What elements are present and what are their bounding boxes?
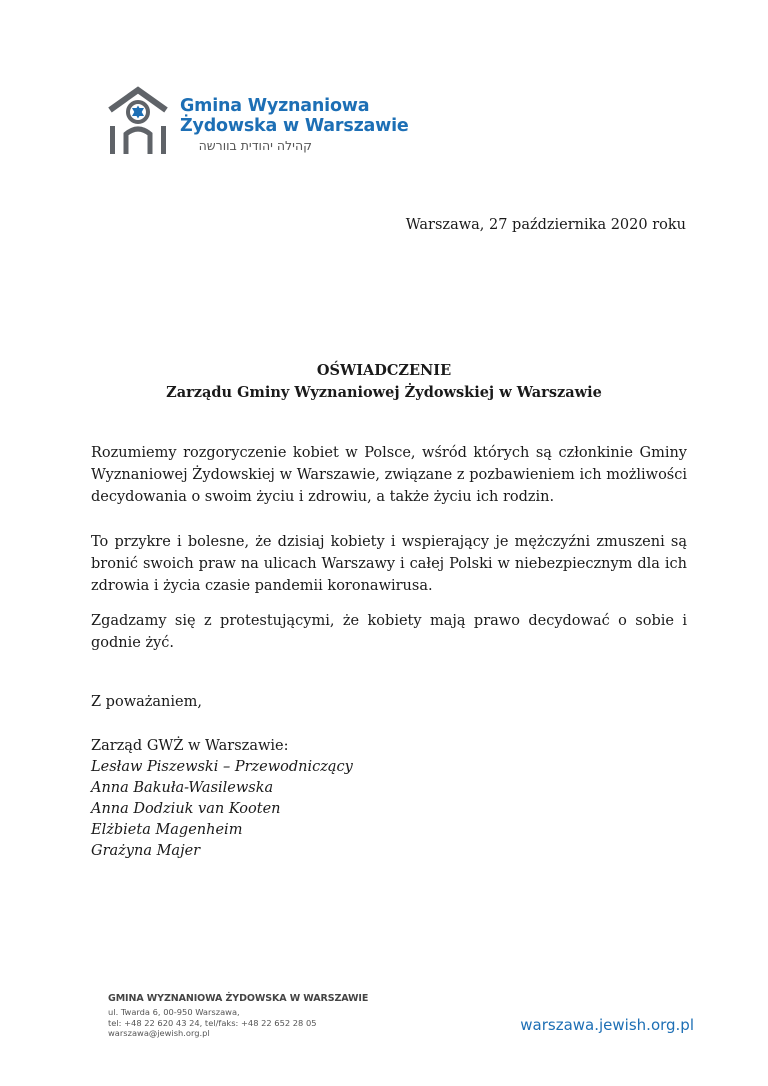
statement-title (0, 360, 768, 404)
footer-org-name: GMINA WYZNANIOWA ŻYDOWSKA W WARSZAWIE (108, 993, 369, 1004)
letter-date: Warszawa, 27 października 2020 roku (405, 217, 686, 233)
signatory-name: Lesław Piszewski – Przewodniczący (91, 759, 353, 775)
closing-greeting: Z poważaniem, (91, 694, 202, 710)
signatory-name: Anna Bakuła-Wasilewska (91, 780, 274, 796)
signatory-name: Elżbieta Magenheim (91, 822, 243, 838)
paragraph-1: Rozumiemy rozgoryczenie kobiet w Polsce, wśród których są członkinie Gminy Wyznaniowej Żydowskiej w Warszawie, związane z pozbawieniem ich możliwości decydowania o swoim życiu i zdrowiu, a także życiu ich rodzin. (91, 445, 687, 505)
footer-website-link[interactable]: warszawa.jewish.org.pl (520, 1016, 694, 1034)
footer-address: ul. Twarda 6, 00-950 Warszawa, (108, 1007, 240, 1017)
signatory-name: Grażyna Majer (91, 843, 201, 859)
title-line2: Zarządu Gminy Wyznaniowej Żydowskiej w Warszawie (166, 384, 602, 401)
title-line1: OŚWIADCZENIE (316, 362, 452, 379)
signatory-name: Anna Dodziuk van Kooten (91, 801, 281, 817)
footer-phone: tel: +48 22 620 43 24, tel/faks: +48 22 652 28 05 (108, 1017, 317, 1028)
org-name-hebrew: קהילה יהודית בוורשה (198, 138, 312, 153)
signature-block (91, 736, 353, 862)
footer-contact (108, 1007, 317, 1039)
footer-email[interactable]: warszawa@jewish.org.pl (108, 1028, 210, 1038)
organization-logo (106, 86, 409, 158)
paragraph-2: To przykre i bolesne, że dzisiaj kobiety i wspierający je mężczyźni zmuszeni są bronić swoich praw na ulicach Warszawy i całej Polski w niebezpiecznym dla ich zdrowia i życia czasie pandemii koronawirusa. (91, 534, 687, 594)
org-name-line2: Żydowska w Warszawie (180, 116, 409, 136)
house-star-icon (106, 86, 170, 156)
paragraph-3: Zgadzamy się z protestującymi, że kobiety mają prawo decydować o sobie i godnie żyć. (91, 613, 687, 651)
org-name-line1: Gmina Wyznaniowa (180, 96, 370, 116)
board-label: Zarząd GWŻ w Warszawie: (91, 738, 289, 754)
